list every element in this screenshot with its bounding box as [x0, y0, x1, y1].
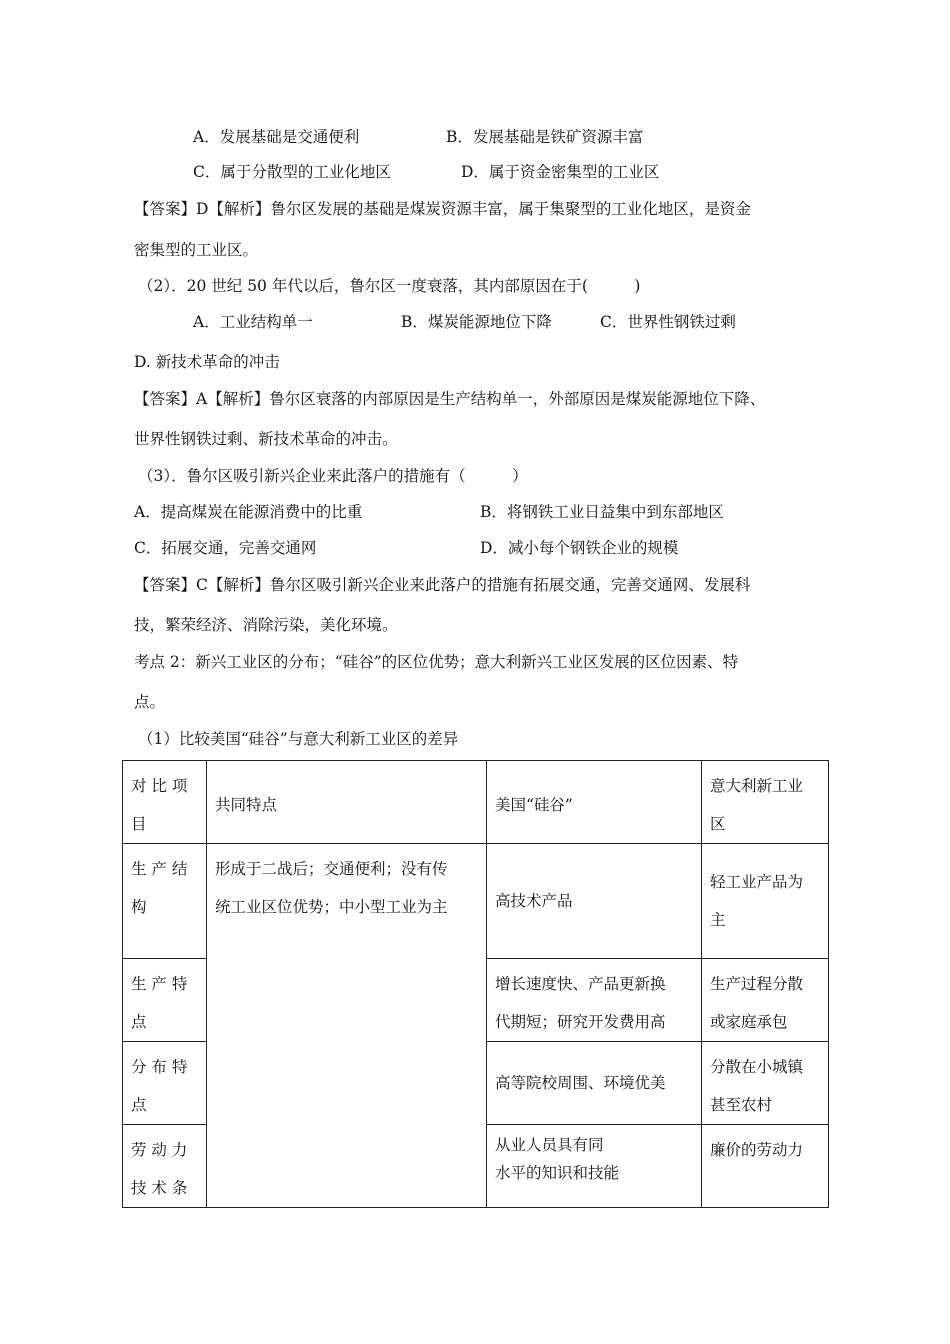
row-label-line1: 分 布 特 [131, 1058, 188, 1076]
q3-option-c: C．拓展交通，完善交通网 [134, 539, 317, 557]
q1-answer-line2: 密集型的工业区。 [134, 241, 259, 259]
row-label-line1: 生 产 结 [131, 860, 188, 878]
usa-cell [487, 844, 702, 959]
row-label-line2: 构 [131, 898, 147, 916]
kaodian-line1: 考点 2：新兴工业区的分布；“硅谷”的区位优势；意大利新兴工业区发展的区位因素、特 [134, 653, 739, 671]
header-common-cell: 共同特点 [207, 761, 487, 844]
q3-stem: （3）．鲁尔区吸引新兴企业来此落户的措施有（ ） [138, 467, 528, 485]
italy-cell [702, 1042, 829, 1125]
row-label-line1: 劳 动 力 [131, 1141, 188, 1159]
italy-cell [702, 1125, 829, 1208]
q3-answer-line1: 【答案】C【解析】鲁尔区吸引新兴企业来此落户的措施有拓展交通，完善交通网、发展科 [134, 576, 751, 594]
q3-option-a: A．提高煤炭在能源消费中的比重 [134, 503, 363, 521]
italy-line2: 甚至农村 [710, 1096, 773, 1114]
usa-cell [487, 1125, 702, 1208]
usa-cell [487, 959, 702, 1042]
compare-title: （1）比较美国“硅谷”与意大利新工业区的差异 [138, 730, 459, 748]
q2-option-a: A．工业结构单一 [193, 313, 313, 331]
italy-line2: 或家庭承包 [710, 1013, 788, 1031]
q2-option-b: B．煤炭能源地位下降 [401, 313, 552, 331]
q2-option-c: C．世界性钢铁过剩 [600, 313, 736, 331]
row-label-cell [123, 1125, 207, 1208]
usa-line1: 从业人员具有同 [495, 1136, 604, 1154]
q2-answer-line1: 【答案】A【解析】鲁尔区衰落的内部原因是生产结构单一，外部原因是煤炭能源地位下降、 [134, 390, 766, 408]
italy-line1: 分散在小城镇 [710, 1058, 804, 1076]
q1-option-b: B．发展基础是铁矿资源丰富 [446, 128, 644, 146]
usa-line2: 水平的知识和技能 [495, 1164, 620, 1182]
usa-line2: 代期短；研究开发费用高 [495, 1013, 666, 1031]
common-features-line1: 形成于二战后；交通便利；没有传 [215, 860, 448, 878]
row-label-line1: 生 产 特 [131, 975, 188, 993]
q1-option-c: C．属于分散型的工业化地区 [193, 163, 391, 181]
header-item-line2: 目 [131, 815, 147, 833]
q3-option-d: D．减小每个钢铁企业的规模 [480, 539, 679, 557]
usa-line1: 高技术产品 [495, 892, 573, 910]
italy-line1: 轻工业产品为 [710, 873, 804, 891]
italy-line2: 主 [710, 911, 726, 929]
q1-answer-line1: 【答案】D【解析】鲁尔区发展的基础是煤炭资源丰富，属于集聚型的工业化地区，是资金 [134, 200, 751, 218]
table-header-row [123, 761, 829, 844]
header-usa-cell: 美国“硅谷” [487, 761, 702, 844]
q2-stem: （2）．20 世纪 50 年代以后，鲁尔区一度衰落，其内部原因在于( ) [138, 277, 641, 295]
q3-answer-line2: 技，繁荣经济、消除污染，美化环境。 [134, 616, 398, 634]
q2-answer-line2: 世界性钢铁过剩、新技术革命的冲击。 [134, 430, 398, 448]
table-row [123, 844, 829, 959]
italy-cell [702, 844, 829, 959]
row-label-cell [123, 844, 207, 959]
q1-option-a: A．发展基础是交通便利 [193, 128, 360, 146]
common-features-line2: 统工业区位优势；中小型工业为主 [215, 898, 448, 916]
row-label-line2: 点 [131, 1013, 147, 1031]
italy-line1: 生产过程分散 [710, 975, 804, 993]
header-italy-line1: 意大利新工业 [710, 777, 804, 795]
row-label-line2: 点 [131, 1096, 147, 1114]
italy-cell [702, 959, 829, 1042]
row-label-line2: 技 术 条 [131, 1179, 188, 1197]
header-italy-line2: 区 [710, 815, 726, 833]
header-item-cell [123, 761, 207, 844]
q1-option-d: D．属于资金密集型的工业区 [461, 163, 660, 181]
common-features-cell [207, 844, 487, 1208]
header-item-line1: 对 比 项 [131, 777, 188, 795]
comparison-table [122, 760, 829, 1208]
kaodian-line2: 点。 [134, 693, 166, 711]
row-label-cell [123, 959, 207, 1042]
usa-line1: 高等院校周围、环境优美 [495, 1074, 666, 1092]
header-italy-cell [702, 761, 829, 844]
q2-option-d: D. 新技术革命的冲击 [134, 353, 280, 371]
usa-line1: 增长速度快、产品更新换 [495, 975, 666, 993]
row-label-cell [123, 1042, 207, 1125]
q3-option-b: B．将钢铁工业日益集中到东部地区 [480, 503, 724, 521]
italy-line1: 廉价的劳动力 [710, 1141, 804, 1159]
usa-cell [487, 1042, 702, 1125]
